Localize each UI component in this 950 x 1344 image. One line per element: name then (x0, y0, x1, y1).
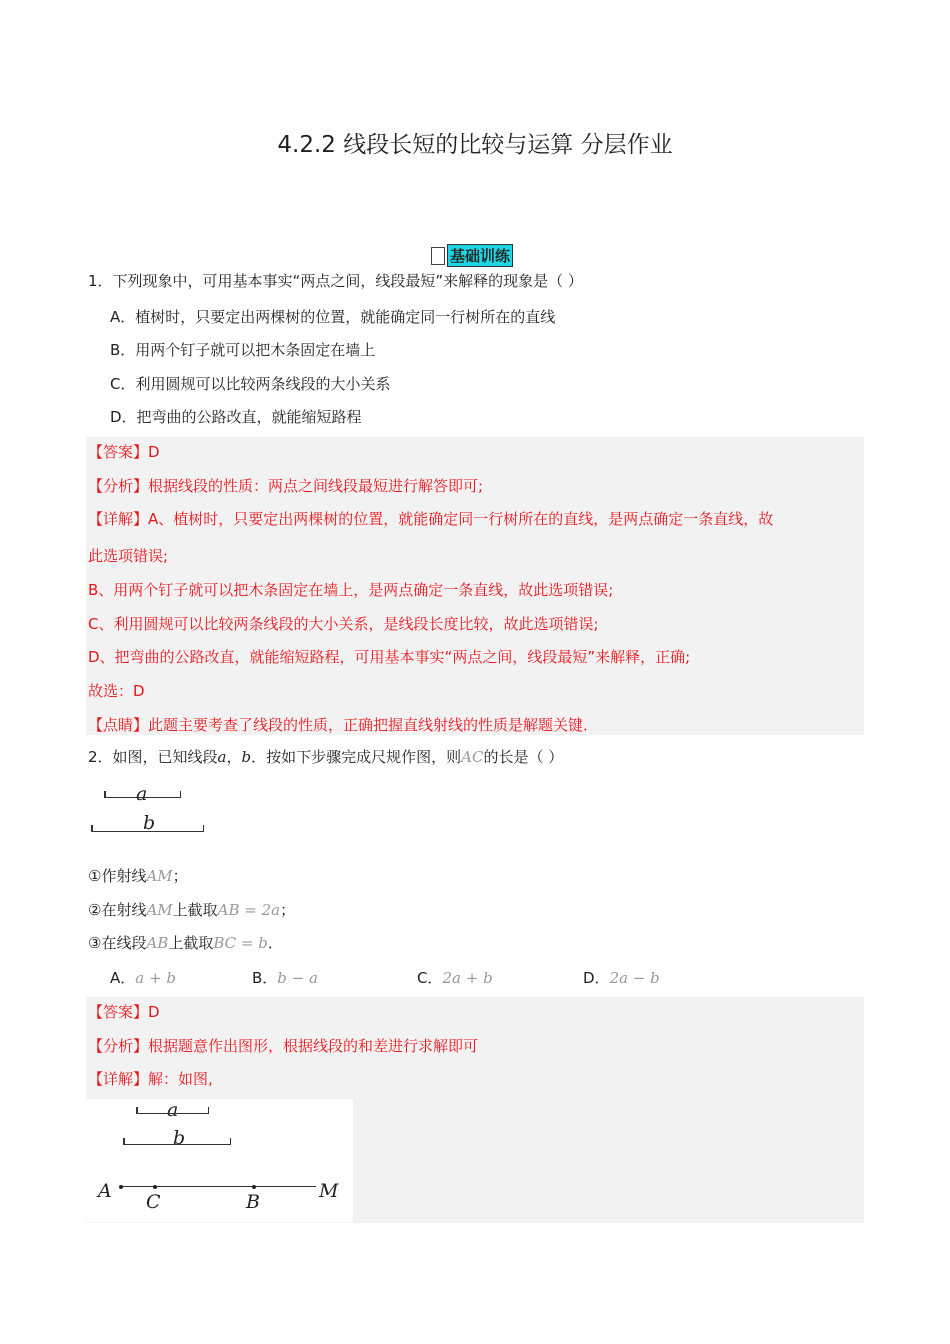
q1-stem: 1．下列现象中，可用基本事实“两点之间，线段最短”来解释的现象是（ ） (88, 272, 583, 290)
section-badge-wrap (431, 244, 513, 266)
point-b-label: B (246, 1191, 260, 1213)
q2-option-c-expr: 2a + b (442, 969, 493, 987)
q2-var-ac: AC (461, 748, 484, 766)
ray-am (121, 1186, 316, 1187)
q2-step-3 (88, 932, 283, 953)
q2-stem (88, 746, 563, 767)
construction-figure (86, 1099, 353, 1222)
q2-stem-text-a: 2．如图，已知线段 (88, 748, 218, 766)
q1-choice: 故选：D (88, 682, 145, 700)
fig1-label-b: b (143, 812, 156, 834)
q2-step-3-mid: 上截取 (168, 934, 214, 952)
q2-step-3-end: ． (267, 934, 283, 952)
point-b-dot (252, 1185, 256, 1189)
fig1-segment-a (104, 797, 181, 798)
q2-var-b: b (241, 748, 252, 766)
q2-option-b-expr: b − a (277, 969, 318, 987)
q2-step-1-end: ； (172, 867, 188, 885)
q2-stem-text-b: ．按如下步骤完成尺规作图，则 (251, 748, 462, 766)
fig1-label-a: a (136, 783, 148, 805)
q2-comma: ， (226, 748, 242, 766)
fig2-label-b: b (173, 1127, 186, 1149)
q2-option-c-label: C． (417, 969, 443, 987)
q1-option-b: B．用两个钉子就可以把木条固定在墙上 (110, 341, 376, 359)
q2-step-2-text: ②在射线 (88, 901, 147, 919)
point-c-label: C (146, 1191, 161, 1213)
q2-step-2-math2: AB = 2a (217, 901, 281, 919)
q2-step-3-math: AB (146, 934, 169, 952)
q1-analysis: 【分析】根据线段的性质：两点之间线段最短进行解答即可; (88, 477, 484, 495)
q2-step-3-text: ③在线段 (88, 934, 147, 952)
q2-option-a (110, 967, 176, 988)
q1-option-d: D．把弯曲的公路改直，就能缩短路程 (110, 408, 362, 426)
q1-comment: 【点睛】此题主要考查了线段的性质，正确把握直线射线的性质是解题关键． (88, 716, 599, 734)
q2-step-2-end: ； (280, 901, 296, 919)
q2-option-b-label: B． (252, 969, 278, 987)
section-badge: 基础训练 (447, 244, 513, 267)
q1-detail-5: D、把弯曲的公路改直，就能缩短路程，可用基本事实“两点之间，线段最短”来解释，正确; (88, 648, 691, 666)
q1-option-a: A．植树时，只要定出两棵树的位置，就能确定同一行树所在的直线 (110, 308, 556, 326)
q1-answer: 【答案】D (88, 443, 160, 461)
q2-answer: 【答案】D (88, 1003, 160, 1021)
point-c-dot (153, 1185, 157, 1189)
q2-option-b (252, 967, 318, 988)
point-a-dot (119, 1185, 123, 1189)
q2-analysis: 【分析】根据题意作出图形，根据线段的和差进行求解即可 (88, 1037, 479, 1055)
q2-option-d (583, 967, 660, 988)
q2-step-2 (88, 899, 295, 920)
q2-option-d-label: D． (583, 969, 610, 987)
badge-box-icon (431, 247, 445, 265)
q1-detail-4: C、利用圆规可以比较两条线段的大小关系，是线段长度比较，故此选项错误; (88, 615, 599, 633)
q1-detail-3: B、用两个钉子就可以把木条固定在墙上，是两点确定一条直线，故此选项错误; (88, 581, 614, 599)
q2-step-1-math: AM (146, 867, 173, 885)
q1-detail-2: 此选项错误; (88, 547, 169, 565)
q2-option-c (417, 967, 493, 988)
point-m-label: M (319, 1180, 339, 1202)
point-a-label: A (98, 1180, 112, 1202)
q1-option-c: C．利用圆规可以比较两条线段的大小关系 (110, 375, 391, 393)
q1-detail-1: 【详解】A、植树时，只要定出两棵树的位置，就能确定同一行树所在的直线，是两点确定一条直线，故 (88, 510, 774, 528)
q2-step-2-mid: 上截取 (172, 901, 218, 919)
q2-step-1-text: ①作射线 (88, 867, 147, 885)
q2-option-a-expr: a + b (135, 969, 176, 987)
q2-step-1 (88, 865, 188, 886)
q2-step-3-math2: BC = b (213, 934, 268, 952)
q2-option-a-label: A． (110, 969, 136, 987)
page-title: 4.2.2 线段长短的比较与运算 分层作业 (277, 132, 673, 158)
fig2-label-a: a (167, 1099, 179, 1121)
q2-stem-text-c: 的长是（ ） (483, 748, 564, 766)
fig2-segment-b (123, 1144, 231, 1145)
q2-detail: 【详解】解：如图, (88, 1070, 213, 1088)
fig2-segment-a (136, 1113, 209, 1114)
q2-step-2-math: AM (146, 901, 173, 919)
fig1-segment-b (91, 831, 204, 832)
q2-var-a: a (217, 748, 227, 766)
q2-option-d-expr: 2a − b (609, 969, 660, 987)
